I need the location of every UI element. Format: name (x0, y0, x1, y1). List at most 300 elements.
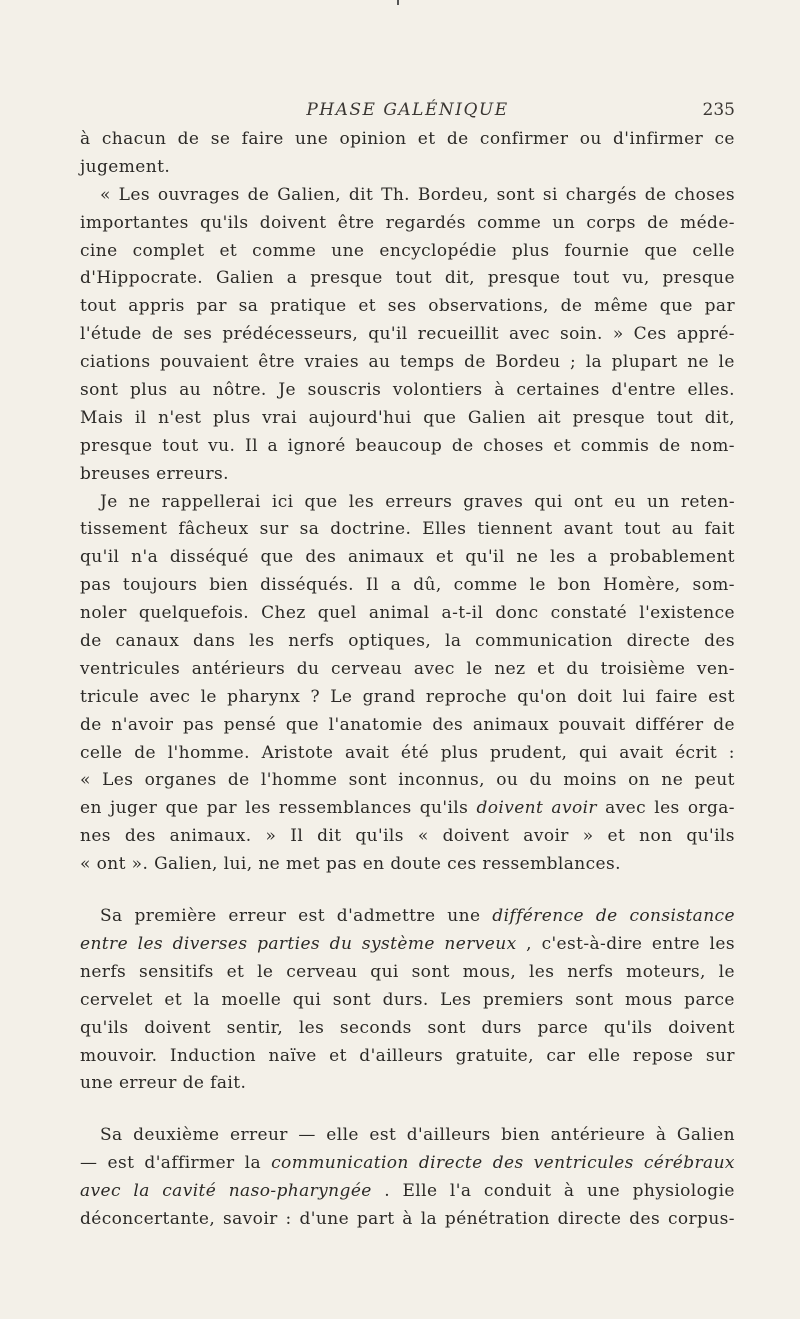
word: on (628, 770, 651, 791)
word: celle (80, 742, 123, 763)
word: organes (144, 770, 217, 791)
italic-word: entre (80, 933, 129, 954)
word: avec (509, 324, 550, 345)
paragraph (80, 903, 735, 1098)
word: à (563, 1181, 575, 1202)
text-line (80, 684, 735, 712)
word: met (285, 854, 326, 875)
word: qu'ils (355, 826, 404, 847)
word: d'Hippocrate. (80, 268, 204, 289)
word: ne (687, 352, 709, 373)
word: le (718, 352, 735, 373)
word: lui (622, 686, 646, 707)
word: doute (390, 854, 448, 875)
word: elle (587, 1045, 621, 1066)
text-line (80, 377, 735, 405)
text-line (80, 628, 735, 656)
word: presque (662, 268, 735, 289)
word: tout (573, 268, 610, 289)
word: prudent, (490, 742, 568, 763)
word: dit (348, 184, 374, 205)
word: jugement. (80, 156, 176, 177)
page-header (80, 96, 735, 126)
word: » (582, 826, 594, 847)
word: reproche (425, 686, 508, 707)
word: erreur (229, 1125, 288, 1146)
word: — (298, 1125, 316, 1146)
word: la (445, 631, 462, 652)
italic-word: communication (271, 1153, 409, 1174)
word: cerveau (330, 658, 403, 679)
paragraph (80, 182, 735, 489)
word: dit (317, 826, 342, 847)
word: car (546, 1045, 576, 1066)
word: animaux (348, 547, 425, 568)
word: pouvaient (160, 352, 249, 373)
word: pensé (223, 714, 277, 735)
word: nerfs (80, 961, 127, 982)
word: est (107, 1153, 135, 1174)
word: probablement (609, 547, 735, 568)
word: à (655, 1125, 667, 1146)
italic-word: directe (418, 1153, 483, 1174)
word: sur (259, 519, 289, 540)
word: tout (624, 519, 661, 540)
italic-word: système (361, 933, 435, 954)
word: qu'ils (603, 1017, 653, 1038)
word: avant (563, 519, 614, 540)
word: nôtre. (212, 380, 267, 401)
word: — (80, 1153, 98, 1174)
word: sa (299, 519, 320, 540)
word: elles. (687, 380, 735, 401)
text-line (80, 712, 735, 740)
word: bien (501, 1125, 541, 1146)
text-line (80, 489, 735, 517)
word: directe (626, 631, 691, 652)
word: différer (635, 714, 704, 735)
word: nes (80, 826, 111, 847)
word: d'ailleurs (359, 1045, 444, 1066)
word: Elles (422, 519, 467, 540)
word: moins (563, 770, 617, 791)
word: : (728, 742, 735, 763)
word: en (362, 854, 391, 875)
word: ressemblances (278, 798, 412, 819)
word: d'entre (611, 380, 676, 401)
word: que (260, 547, 294, 568)
word: prédécesseurs, (222, 324, 359, 345)
word: bon (557, 575, 592, 596)
word: mous, (462, 961, 517, 982)
word: les (654, 798, 680, 819)
word: savoir (223, 1208, 278, 1229)
text-line (80, 795, 735, 823)
word: reten- (680, 491, 735, 512)
text-line (80, 210, 735, 238)
word: de (464, 352, 486, 373)
word: ; (570, 352, 577, 373)
word: nerfs (288, 631, 335, 652)
word: juger (109, 798, 158, 819)
word: par (196, 296, 227, 317)
word: que (644, 240, 678, 261)
word: ouvrages (157, 184, 240, 205)
paragraph-gap (80, 1098, 735, 1122)
word: a (390, 575, 402, 596)
word: recueillit (417, 324, 499, 345)
text-line (80, 1178, 735, 1206)
word: a-t-il (441, 603, 484, 624)
word: la (244, 1153, 262, 1174)
word: qui (370, 961, 399, 982)
word: plus (129, 380, 168, 401)
word: plus (511, 240, 550, 261)
word: troisième (600, 658, 686, 679)
word: fait (704, 519, 735, 540)
word: les (348, 491, 375, 512)
text-line (80, 600, 735, 628)
word: corpus- (667, 1208, 735, 1229)
word: Galien (467, 407, 526, 428)
word: qu'ils (686, 826, 735, 847)
word: ignoré (287, 435, 346, 456)
italic-word: des (492, 1153, 524, 1174)
word: des (124, 826, 156, 847)
word: sa (238, 296, 259, 317)
word: temps (399, 352, 455, 373)
word: appris (128, 296, 185, 317)
word: de (247, 184, 270, 205)
word: les (709, 933, 735, 954)
word: breuses (80, 463, 157, 484)
word: qu'ils (419, 798, 469, 819)
word: cerveau (286, 961, 358, 982)
text-line (80, 1015, 735, 1043)
word: Les (102, 770, 134, 791)
word: toujours (122, 575, 198, 596)
word: sont (575, 989, 614, 1010)
word: Galien (676, 1125, 735, 1146)
word: vu, (622, 268, 650, 289)
word: ait (537, 407, 562, 428)
word: que (165, 798, 199, 819)
word: avait (619, 742, 664, 763)
word: constaté (550, 603, 628, 624)
word: se (210, 129, 231, 149)
word: mouvoir. (80, 1045, 158, 1066)
word: que (423, 407, 457, 428)
word: un (647, 491, 670, 512)
word: et (417, 129, 436, 149)
word: doivent (144, 1017, 211, 1038)
word: presque (310, 268, 383, 289)
word: ». (131, 854, 155, 875)
word: ventricules (80, 658, 181, 679)
word: a (286, 268, 298, 289)
word: plupart (611, 352, 678, 373)
word: qu'il (368, 324, 408, 345)
word: par (206, 798, 238, 819)
word: les (298, 1017, 325, 1038)
word: au (179, 380, 202, 401)
word: sont (80, 380, 119, 401)
word: regardés (385, 212, 466, 233)
word: Je (100, 491, 118, 512)
word: qu'ils (80, 1017, 129, 1038)
word: pas (183, 714, 214, 735)
word: Les (440, 989, 472, 1010)
word: doit (577, 686, 613, 707)
text-line (80, 959, 735, 987)
word: soin. (560, 324, 603, 345)
word: » (612, 324, 624, 345)
italic-word: cérébraux (643, 1153, 735, 1174)
word: de (80, 714, 102, 735)
word: dans (193, 631, 236, 652)
word: doivent (259, 212, 327, 233)
word: Je (278, 380, 297, 401)
word: n'avoir (111, 714, 174, 735)
word: rappellerai (161, 491, 261, 512)
word: Chez (261, 603, 306, 624)
word: animal (368, 603, 430, 624)
word: tout (162, 435, 199, 456)
word: l'anatomie (328, 714, 423, 735)
word: été (400, 742, 430, 763)
word: la (193, 989, 210, 1010)
word: souscris (307, 380, 382, 401)
word: som- (692, 575, 735, 596)
italic-word: consistance (629, 906, 735, 927)
paragraph (80, 1122, 735, 1234)
word: inconnus, (398, 770, 485, 791)
word: cine (80, 240, 118, 261)
word: le (529, 575, 546, 596)
word: Il (365, 575, 379, 596)
word: antérieurs (191, 658, 286, 679)
word: si (542, 184, 558, 205)
word: ici (271, 491, 294, 512)
word: encyclopédie (379, 240, 497, 261)
word: : (285, 1208, 292, 1229)
word: Induction (169, 1045, 256, 1066)
word: tiennent (477, 519, 553, 540)
word: » (265, 826, 277, 847)
text-line (80, 321, 735, 349)
word: une (80, 1073, 119, 1094)
word: que (285, 714, 320, 735)
word: et (435, 547, 454, 568)
word: deuxième (133, 1125, 220, 1146)
word: qui (534, 491, 563, 512)
word: erreur (228, 906, 287, 927)
word: à (80, 129, 91, 149)
word: doivent (442, 826, 510, 847)
word: faire (655, 686, 698, 707)
word: Ces (633, 324, 667, 345)
word: de (134, 742, 156, 763)
word: sont (332, 989, 372, 1010)
word: volontiers (392, 380, 483, 401)
word: nom- (690, 435, 735, 456)
word: être (337, 212, 375, 233)
word: ont (96, 854, 132, 875)
word: tout (395, 268, 432, 289)
paragraph (80, 489, 735, 879)
italic-word: différence (492, 906, 584, 927)
word: de (451, 435, 474, 456)
word: à (402, 1208, 413, 1229)
word: « (100, 184, 111, 205)
word: quel (317, 603, 357, 624)
text-line (80, 516, 735, 544)
word: Bordeu (495, 352, 561, 373)
word: ce (714, 129, 735, 149)
text-line (80, 931, 735, 959)
word: de (713, 714, 735, 735)
text-line (80, 767, 735, 795)
word: dit, (704, 407, 735, 428)
word: Sa (100, 906, 123, 927)
word: quelquefois. (138, 603, 250, 624)
ink-mark (397, 0, 399, 5)
word: a (267, 435, 279, 456)
italic-word: parties (257, 933, 321, 954)
word: disséqué (169, 547, 249, 568)
text-line (80, 433, 735, 461)
word: de (151, 324, 174, 345)
italic-word: la (133, 1181, 150, 1202)
word: antérieure (550, 1125, 646, 1146)
text-line (80, 851, 735, 879)
word: lui, (223, 854, 259, 875)
italic-word: diverses (172, 933, 248, 954)
page-body (80, 126, 735, 1234)
word: le (257, 961, 274, 982)
word: durs. (382, 989, 429, 1010)
word: et (329, 1045, 347, 1066)
word: déconcertante, (80, 1208, 216, 1229)
word: Elle (402, 1181, 438, 1202)
word: du (529, 770, 553, 791)
word: qu'il (80, 547, 120, 568)
word: il (134, 407, 147, 428)
word: importantes (80, 212, 189, 233)
italic-word: naso-pharyngée (228, 1181, 372, 1202)
word: l'homme. (167, 742, 250, 763)
word: nez (494, 658, 526, 679)
word: la (420, 1208, 438, 1229)
text-line (80, 1206, 735, 1234)
italic-word: ventricules (533, 1153, 634, 1174)
word: comme (453, 575, 518, 596)
word: Il (290, 826, 304, 847)
word: opinion (339, 129, 407, 149)
word: seconds (339, 1017, 412, 1038)
word: presque (80, 435, 153, 456)
word: avec (605, 798, 647, 819)
word: cervelet (80, 989, 153, 1010)
word: fait. (210, 1073, 253, 1094)
italic-word: doivent (476, 798, 544, 819)
text-line (80, 903, 735, 931)
text-line (80, 293, 735, 321)
page-number: 235 (702, 100, 735, 120)
word: de (644, 184, 667, 205)
word: du (566, 658, 590, 679)
word: naïve (268, 1045, 317, 1066)
word: avec (149, 686, 191, 707)
word: premiers (482, 989, 564, 1010)
text-line (80, 823, 735, 851)
word: pas (325, 854, 363, 875)
word: de (177, 129, 200, 149)
word: directe (557, 1208, 622, 1229)
word: corps (586, 212, 636, 233)
word: non (639, 826, 673, 847)
word: optiques, (348, 631, 432, 652)
word: l'a (449, 1181, 472, 1202)
italic-word: cavité (162, 1181, 217, 1202)
word: ne (516, 547, 539, 568)
italic-word: de (595, 906, 618, 927)
word: graves (463, 491, 524, 512)
word: dû, (413, 575, 442, 596)
word: physiologie (632, 1181, 735, 1202)
word: pharynx (227, 686, 301, 707)
word: Le (330, 686, 353, 707)
text-line (80, 461, 735, 489)
text-line (80, 265, 735, 293)
word: erreur (118, 1073, 183, 1094)
text-line (80, 405, 735, 433)
word: du (296, 658, 320, 679)
word: de (446, 129, 469, 149)
word: des (704, 631, 735, 652)
word: l'existence (639, 603, 735, 624)
word: qu'il (465, 547, 505, 568)
word: au (671, 519, 694, 540)
word: de (560, 296, 583, 317)
word: beaucoup (355, 435, 443, 456)
word: n'est (158, 407, 202, 428)
word: sont (411, 961, 450, 982)
italic-word: avec (80, 1181, 121, 1202)
word: pouvait (558, 714, 626, 735)
word: avoir (523, 826, 569, 847)
word: disséqués. (260, 575, 354, 596)
word: d'admettre (336, 906, 436, 927)
word: fâcheux (178, 519, 249, 540)
word: tissement (80, 519, 168, 540)
word: grand (362, 686, 416, 707)
word: avait (345, 742, 390, 763)
word: complet (132, 240, 205, 261)
word: parce (537, 1017, 589, 1038)
word: ne (258, 854, 286, 875)
word: conduit (483, 1181, 552, 1202)
text-line (80, 572, 735, 600)
text-line (80, 544, 735, 572)
word: canaux (115, 631, 180, 652)
word: gratuite, (455, 1045, 534, 1066)
word: d'ailleurs (406, 1125, 491, 1146)
word: pénétration (444, 1208, 550, 1229)
word: de (182, 1073, 211, 1094)
word: avec (413, 658, 455, 679)
word: par (704, 296, 735, 317)
